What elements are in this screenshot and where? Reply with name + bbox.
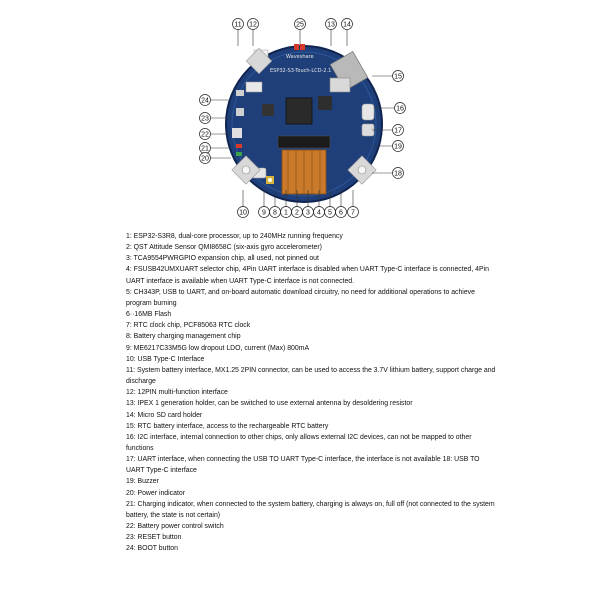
legend-item: 14: Micro SD card holder <box>126 411 203 419</box>
callout-number: 23 <box>201 115 209 123</box>
mount-hole-left <box>242 166 250 174</box>
legend-item: 22: Battery power control switch <box>126 523 224 531</box>
boot-button-cap <box>236 90 244 96</box>
reset-button-cap <box>236 108 244 116</box>
esp32-chip <box>286 98 312 124</box>
callout-number: 16 <box>396 105 404 113</box>
callout-number: 6 <box>339 209 343 217</box>
flash-chip <box>318 96 332 110</box>
legend-item: 13: IPEX 1 generation holder, can be switched to use external antenna by desoldering resistor <box>126 400 413 408</box>
top-red-component-2 <box>300 44 305 50</box>
callout-number: 17 <box>394 127 402 135</box>
callout-number: 20 <box>201 155 209 163</box>
callout-number: 1 <box>284 209 288 217</box>
legend-item: 3: TCA9554PWRGPIO expansion chip, all used, not pinned out <box>126 255 319 263</box>
battery-switch <box>232 128 242 138</box>
legend-item: 19: Buzzer <box>126 478 159 486</box>
legend-item: 7: RTC clock chip, PCF85063 RTC clock <box>126 322 251 330</box>
brand-mark: Waveshare <box>286 54 314 60</box>
mount-hole-right <box>358 166 366 174</box>
callout-number: 13 <box>327 21 335 29</box>
legend-item: 4: FSUSB42UMXUART selector chip, 4Pin UART interface is disabled when UART Type-C interface is connected, 4Pin UART interface is available when UART Type-C interface is not connected. <box>126 266 489 285</box>
power-indicator <box>236 152 242 156</box>
charge-indicator <box>236 144 242 148</box>
component-legend <box>126 231 498 555</box>
fpc-connector <box>278 136 330 148</box>
legend-item: 1: ESP32-S3R8, dual-core processor, up to 240MHz running frequency <box>126 233 343 240</box>
callout-number: 24 <box>201 97 209 105</box>
legend-item: 16: I2C interface, internal connection to other chips, only allows external I2C devices, can not be mapped to other functions <box>126 433 472 452</box>
rtc-battery-socket <box>330 78 350 92</box>
callout-number: 5 <box>328 209 332 217</box>
callout-number: 18 <box>394 170 402 178</box>
callout-number: 19 <box>394 143 402 151</box>
legend-item: 17: UART interface, when connecting the USB TO UART Type-C interface, the interface is not available 18: USB TO UART Type-C interface <box>126 456 480 475</box>
legend-item: 11: System battery interface, MX1.25 2PIN connector, can be used to access the 3.7V lithium battery, support charge and discharge <box>126 366 496 386</box>
rtc-chip-dot <box>268 178 272 182</box>
ldo-chip <box>262 104 274 116</box>
board-title: ESP32-S3-Touch-LCD-2.1 <box>270 68 332 74</box>
legend-item: 10: USB Type-C Interface <box>126 355 205 363</box>
legend-item: 5: CH343P, USB to UART, and on-board automatic download circuitry, no need for additional operations to achieve program burning <box>126 288 475 307</box>
legend-item: 24: BOOT button <box>126 545 178 553</box>
legend-item: 8: Battery charging management chip <box>126 333 241 341</box>
legend-item: 9: ME6217C33M5G low dropout LDO, current (Max) 800mA <box>126 344 310 352</box>
callout-number: 15 <box>394 73 402 81</box>
board-diagram <box>0 0 600 230</box>
legend-item: 20: Power indicator <box>126 489 185 497</box>
legend-item: 23: RESET button <box>126 534 182 542</box>
callout-number: 25 <box>296 21 304 29</box>
legend-item: 2: QST Attitude Sensor QMI8658C (six-axis gyro accelerometer) <box>126 244 322 252</box>
boot-button-part <box>246 82 262 92</box>
callout-number: 8 <box>273 209 277 217</box>
legend-item: 6··16MB Flash <box>126 311 172 319</box>
callout-number: 21 <box>201 145 209 153</box>
callout-number: 3 <box>306 209 310 217</box>
callout-number: 12 <box>249 21 257 29</box>
callout-number: 2 <box>295 209 299 217</box>
legend-item: 12: 12PIN multi-function interface <box>126 389 228 397</box>
top-red-component <box>294 44 299 50</box>
usb-c-uart-port <box>362 104 374 120</box>
callout-number: 7 <box>351 209 355 217</box>
callout-number: 11 <box>234 21 242 29</box>
callout-number: 9 <box>262 209 266 217</box>
legend-item: 15: RTC battery interface, access to the rechargeable RTC battery <box>126 422 329 430</box>
callout-number: 4 <box>317 209 321 217</box>
callout-number: 10 <box>239 209 247 217</box>
callout-number: 22 <box>201 131 209 139</box>
callout-number: 14 <box>343 21 351 29</box>
legend-item: 21: Charging indicator, when connected to the system battery, charging is always on, full off (not connected to the system battery, the state is not certain) <box>126 500 495 519</box>
